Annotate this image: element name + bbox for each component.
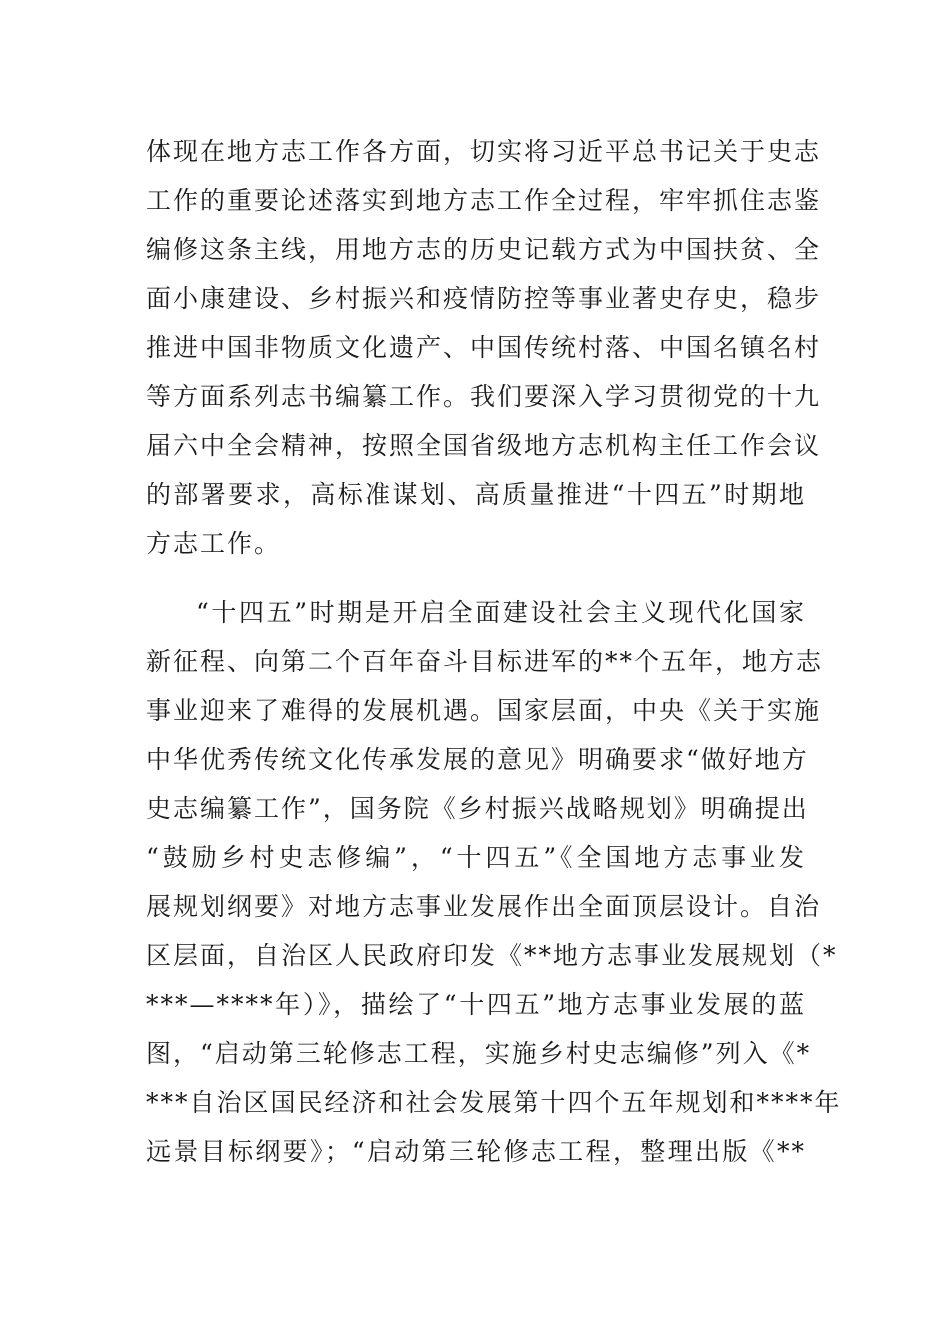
paragraph-1-line-6: 等方面系列志书编纂工作。我们要深入学习贯彻党的十九	[146, 382, 822, 411]
paragraph-1-line-7: 届六中全会精神，按照全国省级地方志机构主任工作会议	[146, 431, 822, 460]
paragraph-2-line-7: 展规划纲要》对地方志事业发展作出全面顶层设计。自治	[146, 892, 822, 921]
paragraph-2-line-12: 远景目标纲要》；“启动第三轮修志工程，整理出版《**	[146, 1137, 806, 1166]
paragraph-2-line-10: 图，“启动第三轮修志工程，实施乡村史志编修”列入《*	[146, 1039, 812, 1068]
paragraph-1-line-3: 编修这条主线，用地方志的历史记载方式为中国扶贫、全	[146, 235, 822, 264]
paragraph-2-line-4: 中华优秀传统文化传承发展的意见》明确要求“做好地方	[146, 745, 809, 774]
paragraph-2-line-6: “鼓励乡村史志修编”，“十四五”《全国地方志事业发	[146, 843, 806, 872]
paragraph-1-line-1: 体现在地方志工作各方面，切实将习近平总书记关于史志	[146, 137, 822, 166]
paragraph-2-line-9: ***—****年）》，描绘了“十四五”地方志事业发展的蓝	[146, 990, 806, 1019]
paragraph-2-line-3: 事业迎来了难得的发展机遇。国家层面，中央《关于实施	[146, 696, 822, 725]
paragraph-1-line-8: 的部署要求，高标准谋划、高质量推进“十四五”时期地	[146, 480, 806, 509]
paragraph-1-line-5: 推进中国非物质文化遗产、中国传统村落、中国名镇名村	[146, 333, 822, 362]
paragraph-1-line-4: 面小康建设、乡村振兴和疫情防控等事业著史存史，稳步	[146, 284, 822, 313]
paragraph-1-line-2: 工作的重要论述落实到地方志工作全过程，牢牢抓住志鉴	[146, 186, 822, 215]
paragraph-2-line-5: 史志编纂工作”，国务院《乡村振兴战略规划》明确提出	[146, 794, 809, 823]
paragraph-2-line-1: “十四五”时期是开启全面建设社会主义现代化国家	[196, 598, 806, 627]
paragraph-2-line-8: 区层面，自治区人民政府印发《**地方志事业发展规划（*	[146, 941, 838, 970]
paragraph-1-line-9: 方志工作。	[146, 529, 282, 558]
paragraph-2-line-11: ***自治区国民经济和社会发展第十四个五年规划和****年	[146, 1088, 842, 1117]
paragraph-2-line-2: 新征程、向第二个百年奋斗目标进军的**个五年，地方志	[146, 647, 824, 676]
